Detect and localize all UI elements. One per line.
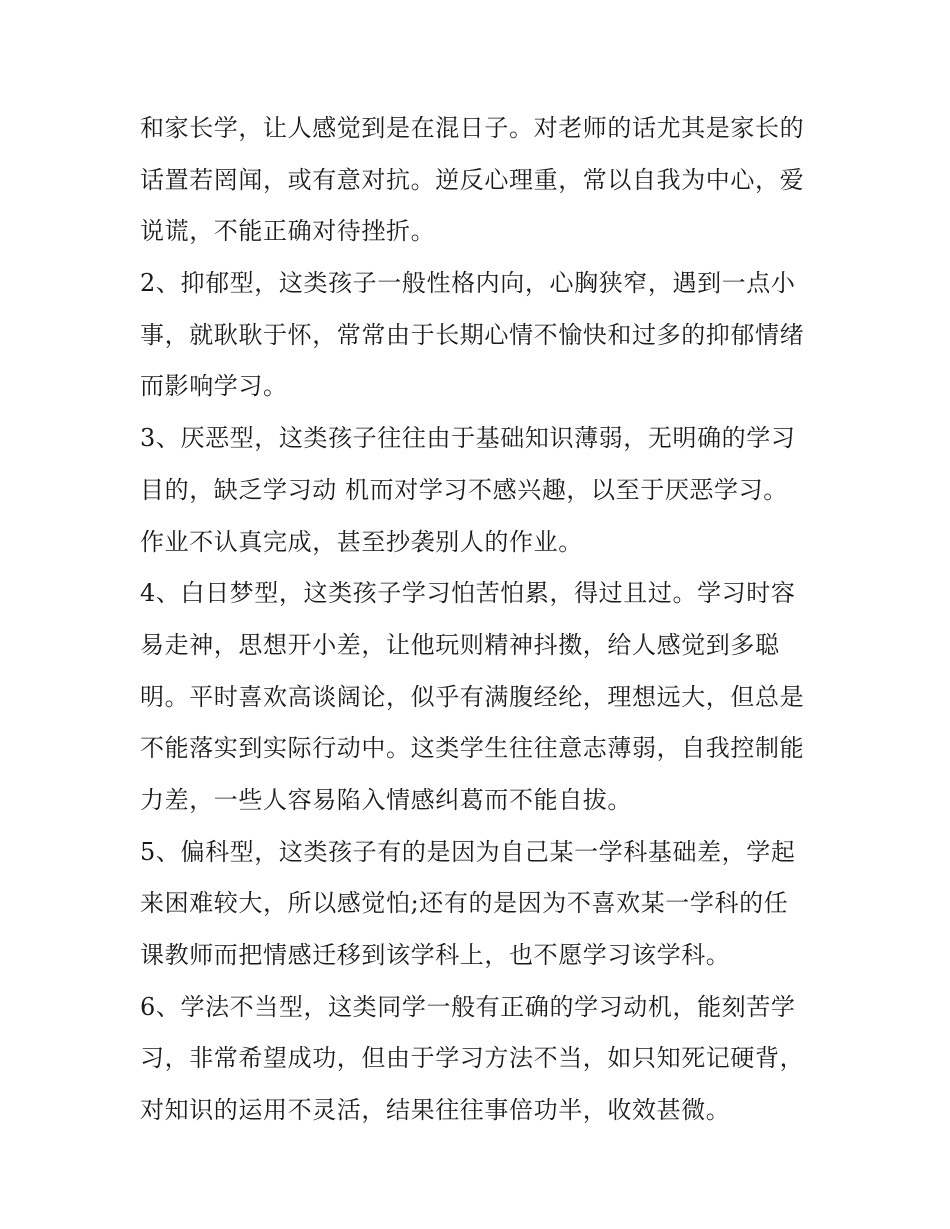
- text-line: 6、学法不当型，这类同学一般有正确的学习动机，能刻苦学: [140, 992, 796, 1021]
- text-line: 4、白日梦型，这类孩子学习怕苦怕累，得过且过。学习时容: [140, 579, 796, 608]
- text-line: 和家长学，让人感觉到是在混日子。对老师的话尤其是家长的: [140, 114, 805, 142]
- text-line: 而影响学习。: [140, 372, 288, 401]
- text-line: 目的，缺乏学习动 机而对学习不感兴趣，以至于厌恶学习。: [140, 475, 788, 504]
- text-line: 事，就耿耿于怀，常常由于长期心情不愉快和过多的抑郁情绪: [140, 320, 805, 349]
- text-line: 不能落实到实际行动中。这类学生往往意志薄弱，自我控制能: [140, 734, 805, 763]
- text-line: 5、偏科型，这类孩子有的是因为自己某一学科基础差，学起: [140, 837, 796, 866]
- text-line: 来困难较大，所以感觉怕;还有的是因为不喜欢某一学科的任: [140, 889, 789, 918]
- text-line: 作业不认真完成，甚至抄袭别人的作业。: [140, 527, 583, 556]
- text-line: 话置若罔闻，或有意对抗。逆反心理重，常以自我为中心，爱: [140, 165, 805, 194]
- text-line: 易走神，思想开小差，让他玩则精神抖擞，给人感觉到多聪: [140, 630, 780, 659]
- text-line: 明。平时喜欢高谈阔论，似乎有满腹经纶，理想远大，但总是: [140, 682, 805, 711]
- text-line: 对知识的运用不灵活，结果往往事倍功半，收效甚微。: [140, 1096, 731, 1125]
- text-line: 习，非常希望成功，但由于学习方法不当，如只知死记硬背，: [140, 1044, 805, 1073]
- text-line: 课教师而把情感迁移到该学科上，也不愿学习该学科。: [140, 941, 731, 969]
- text-line: 3、厌恶型，这类孩子往往由于基础知识薄弱，无明确的学习: [140, 424, 796, 453]
- text-line: 力差，一些人容易陷入情感纠葛而不能自拔。: [140, 785, 632, 814]
- text-line: 说谎，不能正确对待挫折。: [140, 217, 436, 246]
- text-line: 2、抑郁型，这类孩子一般性格内向，心胸狭窄，遇到一点小: [140, 269, 796, 298]
- document-body: [140, 103, 830, 1137]
